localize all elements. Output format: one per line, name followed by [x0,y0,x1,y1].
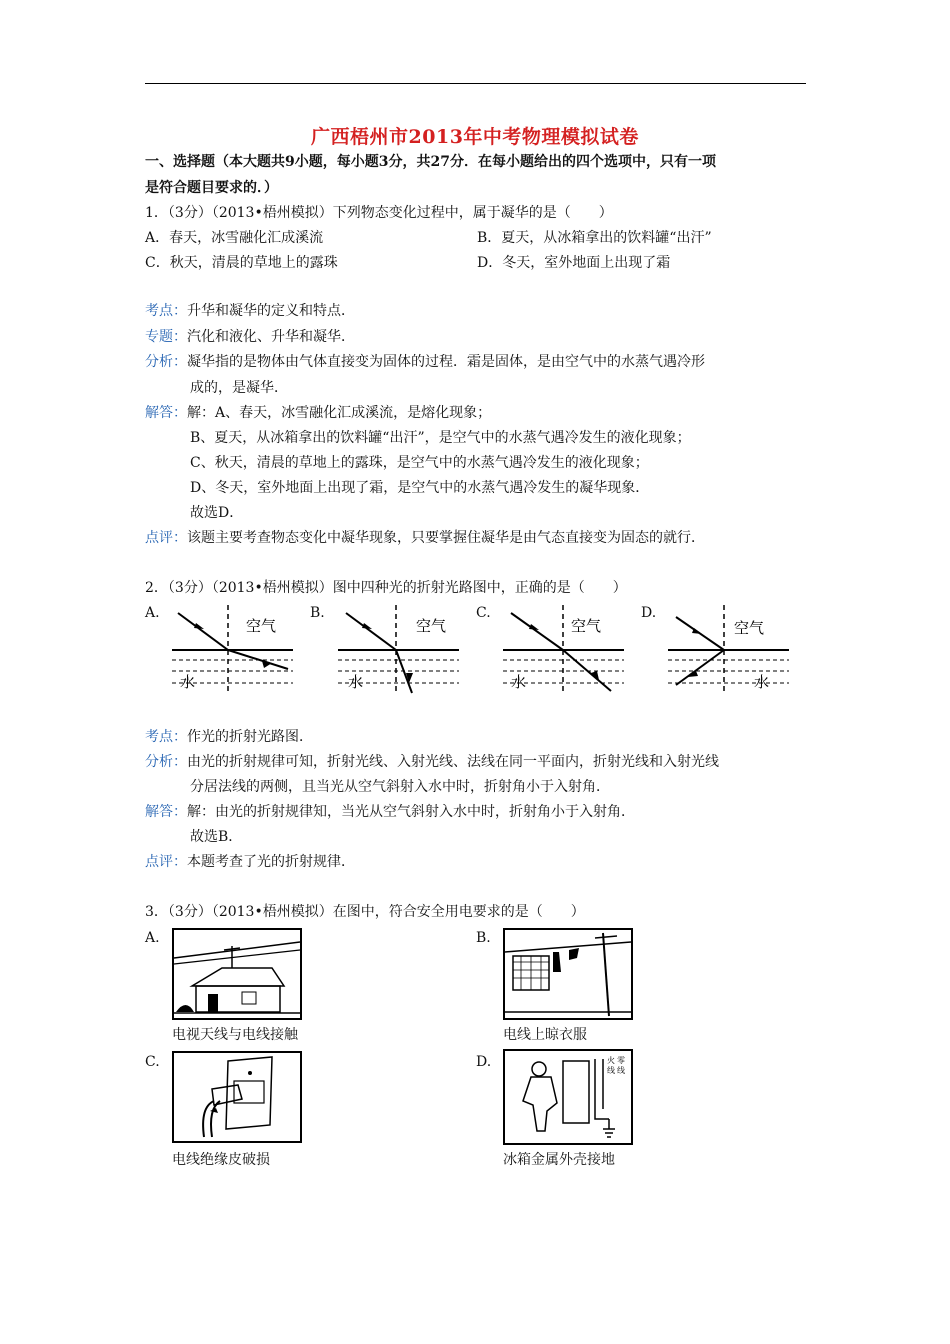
q2-option-d-letter: D. [641,605,657,621]
q1-fenxi-line1: 凝华指的是物体由气体直接变为固体的过程．霜是固体，是由空气中的水蒸气遇冷形 [187,354,705,370]
jieda-label: 解答： [145,405,187,421]
q3-caption-a: 电视天线与电线接触 [172,1027,298,1043]
q1-dianping-text: 该题主要考查物态变化中凝华现象，只要掌握住凝华是由气态直接变为固态的就行． [187,530,705,546]
q2-figure-c[interactable] [501,603,626,698]
q3-d-zero-label: 零 [617,1056,625,1065]
q2-dianping-text: 本题考查了光的折射规律． [187,854,355,870]
q2-b-air-label: 空气 [416,617,447,635]
q2-option-a-letter: A. [145,605,160,621]
fenxi-label: 分析： [145,754,187,770]
q3-option-d-letter: D. [476,1054,492,1070]
q1-jieda-line4: D、冬天，室外地面上出现了霜，是空气中的水蒸气遇冷发生的凝华现象． [190,480,650,496]
q2-d-water-label: 水 [754,673,770,691]
q2-jieda-line2: 故选B． [190,829,243,845]
q3-option-a-letter: A. [145,930,160,946]
q2-kaodian-text: 作光的折射光路图． [187,729,313,745]
q2-stem: 2．（3分）（2013•梧州模拟）图中四种光的折射光路图中，正确的是（ ） [145,580,627,596]
q2-fenxi [145,752,719,772]
kaodian-label: 考点： [145,729,187,745]
q1-dianping [145,528,705,548]
q3-d-line-label-2: 线 [617,1066,625,1075]
q2-fenxi-line1: 由光的折射规律可知，折射光线、入射光线、法线在同一平面内，折射光线和入射光线 [187,754,719,770]
section-heading-line1: 一、选择题（本大题共9小题，每小题3分，共27分．在每小题给出的四个选项中，只有一项 [145,154,716,170]
q2-a-water-label: 水 [180,673,196,691]
kaodian-label: 考点： [145,303,187,319]
q1-jieda-line2: B、夏天，从冰箱拿出的饮料罐“出汗”，是空气中的水蒸气遇冷发生的液化现象； [190,430,691,446]
q3-option-b-letter: B. [476,930,491,946]
q3-figure-b-clothes[interactable] [503,928,633,1020]
q2-option-b-letter: B. [310,605,325,621]
q2-d-air-label: 空气 [734,619,765,637]
q3-figure-a-antenna[interactable] [172,928,302,1020]
header-rule [145,83,806,84]
q1-jieda-line1: 解：A、春天，冰雪融化汇成溪流，是熔化现象； [187,405,492,421]
q3-caption-c: 电线绝缘皮破损 [172,1152,270,1168]
q1-fenxi-line2: 成的，是凝华． [190,380,288,396]
fenxi-label: 分析： [145,354,187,370]
q1-zhuanti [145,327,355,347]
q1-kaodian [145,301,355,321]
q1-zhuanti-text: 汽化和液化、升华和凝华． [187,329,355,345]
q1-option-b: B．夏天，从冰箱拿出的饮料罐“出汗” [477,230,712,246]
zhuanti-label: 专题： [145,329,187,345]
dianping-label: 点评： [145,854,187,870]
q2-figure-d[interactable] [666,603,791,698]
dianping-label: 点评： [145,530,187,546]
q2-a-air-label: 空气 [246,617,277,635]
q3-d-fire-label: 火 [607,1056,615,1065]
q1-option-d: D．冬天，室外地面上出现了霜 [477,255,671,271]
q1-kaodian-text: 升华和凝华的定义和特点． [187,303,355,319]
q2-figure-a[interactable] [170,603,295,698]
q1-jieda-line3: C、秋天，清晨的草地上的露珠，是空气中的水蒸气遇冷发生的液化现象； [190,455,649,471]
q2-kaodian [145,727,313,747]
q3-option-c-letter: C. [145,1054,160,1070]
q2-figure-b[interactable] [336,603,461,698]
q2-b-water-label: 水 [348,673,364,691]
q1-fenxi [145,352,705,372]
q2-fenxi-line2: 分居法线的两侧，且当光从空气斜射入水中时，折射角小于入射角． [190,779,610,795]
q3-stem: 3．（3分）（2013•梧州模拟）在图中，符合安全用电要求的是（ ） [145,904,585,920]
q2-jieda [145,802,635,822]
page-title: 广西梧州市2013年中考物理模拟试卷 [311,126,639,148]
q1-jieda [145,403,491,423]
q2-c-air-label: 空气 [571,617,602,635]
q1-jieda-line5: 故选D． [190,505,244,521]
q3-figure-d-fridge[interactable] [503,1049,633,1145]
q1-option-a: A．春天，冰雪融化汇成溪流 [145,230,324,246]
q3-figure-c-plug[interactable] [172,1051,302,1143]
section-heading-line2: 是符合题目要求的．） [145,180,278,196]
q3-caption-d: 冰箱金属外壳接地 [503,1152,615,1168]
q2-option-c-letter: C. [476,605,491,621]
q3-d-line-label-1: 线 [607,1066,615,1075]
q2-c-water-label: 水 [511,673,527,691]
q1-stem: 1．（3分）（2013•梧州模拟）下列物态变化过程中，属于凝华的是（ ） [145,205,613,221]
q2-dianping [145,852,355,872]
q1-option-c: C．秋天，清晨的草地上的露珠 [145,255,338,271]
jieda-label: 解答： [145,804,187,820]
q2-jieda-line1: 解：由光的折射规律知，当光从空气斜射入水中时，折射角小于入射角． [187,804,635,820]
q3-caption-b: 电线上晾衣服 [503,1027,587,1043]
